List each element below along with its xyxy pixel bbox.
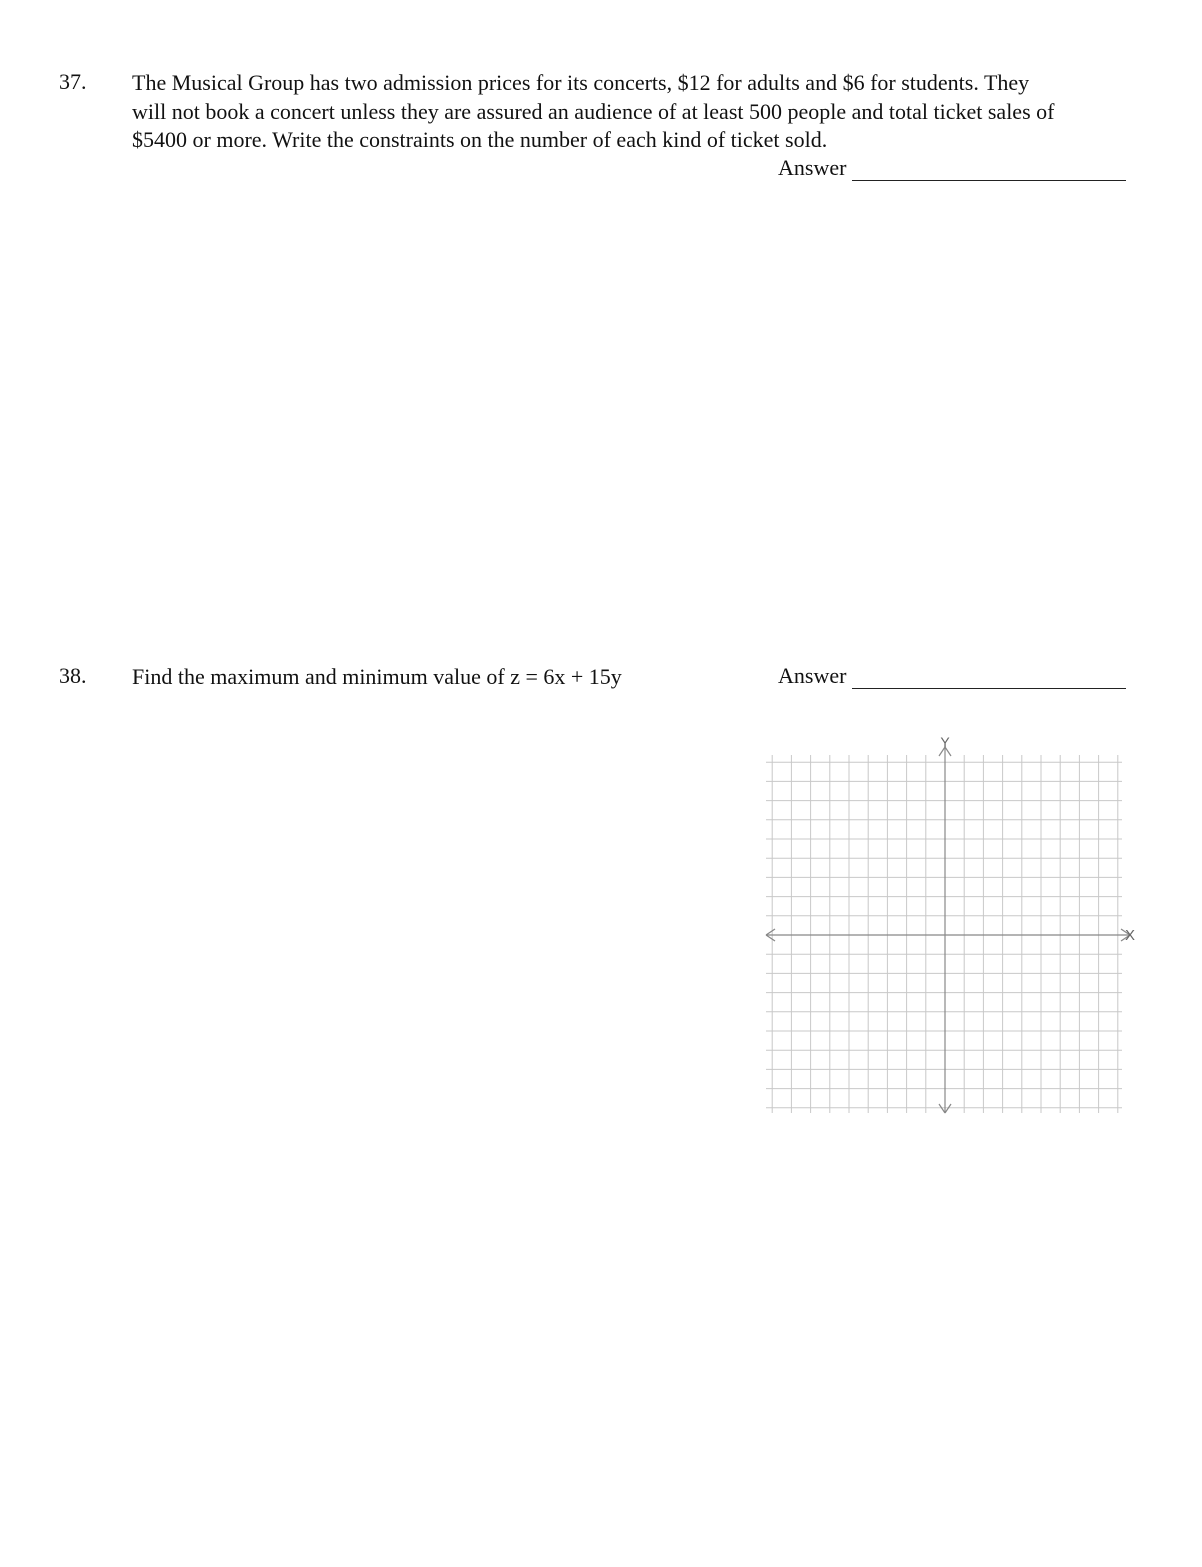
answer-label: Answer xyxy=(778,155,847,180)
question-text-line: The Musical Group has two admission prices for its concerts, $12 for adults and $6 for students. They xyxy=(132,70,1030,95)
grid-lines xyxy=(766,755,1122,1113)
answer-field[interactable] xyxy=(852,159,1126,181)
question-text xyxy=(132,663,622,692)
answer-label: Answer xyxy=(778,663,847,688)
answer-field[interactable] xyxy=(852,667,1126,689)
question-text-line: $5400 or more. Write the constraints on the number of each kind of ticket sold. xyxy=(132,127,828,152)
question-text-line: Find the maximum and minimum value of z = 6x + 15y xyxy=(132,664,622,689)
x-axis-arrow-left xyxy=(766,935,775,941)
y-axis-label: Y xyxy=(940,734,950,750)
y-axis-arrow-down xyxy=(945,1104,951,1113)
question-text-line: will not book a concert unless they are assured an audience of at least 500 people and total ticket sales of xyxy=(132,98,1055,124)
y-axis-arrow-down xyxy=(939,1104,945,1113)
axes xyxy=(766,747,1130,1113)
coordinate-grid[interactable] xyxy=(756,731,1146,1121)
question-number: 37. xyxy=(59,69,87,94)
x-axis-label: X xyxy=(1124,927,1136,944)
answer-block xyxy=(778,155,1126,181)
answer-block xyxy=(778,663,1126,689)
question-number: 38. xyxy=(59,663,87,688)
question-text xyxy=(132,69,1054,155)
x-axis-arrow-left xyxy=(766,929,775,935)
